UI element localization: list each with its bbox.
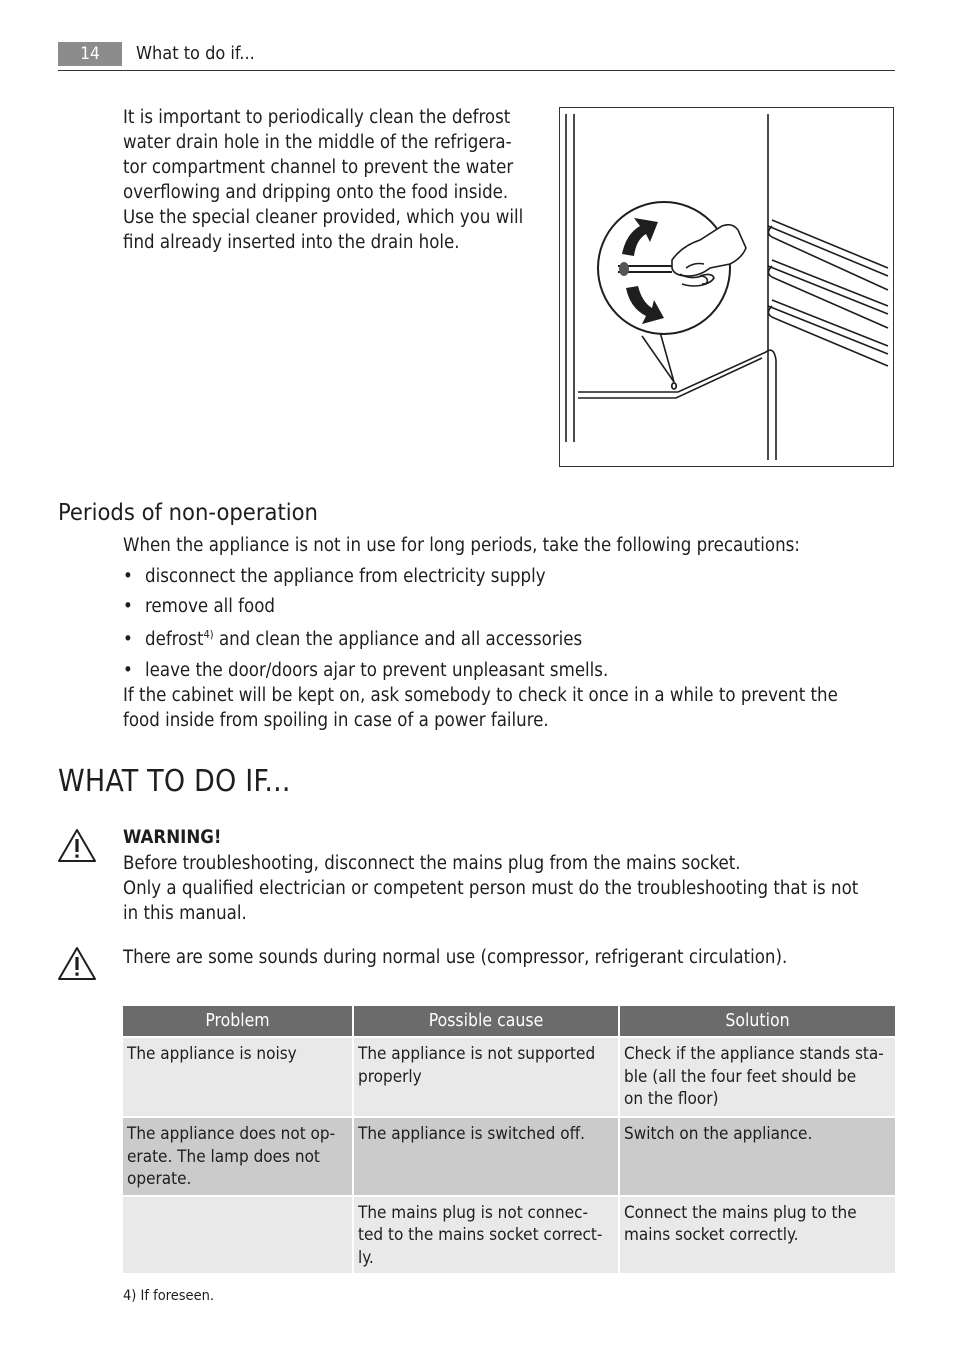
solution-cell — [620, 1118, 895, 1195]
warning-triangle-icon — [57, 946, 97, 986]
column-header: Problem — [123, 1006, 352, 1036]
warning-triangle-icon — [57, 828, 97, 868]
bullet-text: disconnect the appliance from electricity supply — [145, 566, 546, 587]
cell-line: The appliance is switched off. — [358, 1124, 585, 1144]
solution-cell — [620, 1038, 895, 1116]
bullet-icon: • — [123, 596, 133, 617]
cell-line: operate. — [127, 1169, 192, 1189]
cell-line: The appliance is noisy — [127, 1044, 297, 1064]
header-divider — [58, 70, 895, 71]
bullet-icon: • — [123, 566, 133, 587]
troubleshooting-table — [121, 1004, 897, 1275]
bullet-icon: • — [123, 629, 133, 650]
warning-text — [123, 851, 858, 926]
warning-line: Before troubleshooting, disconnect the mains plug from the mains socket. — [123, 853, 741, 874]
problem-cell — [123, 1038, 352, 1116]
intro-line: It is important to periodically clean the defrost — [123, 107, 511, 128]
footnote: 4) If foreseen. — [123, 1288, 215, 1304]
column-header: Possible cause — [354, 1006, 618, 1036]
chapter-heading: WHAT TO DO IF... — [58, 764, 291, 799]
cause-cell — [354, 1118, 618, 1195]
cell-line: The appliance is not supported — [358, 1044, 596, 1064]
intro-line: find already inserted into the drain hole. — [123, 232, 460, 253]
bullet-item — [123, 658, 608, 683]
warning-title: WARNING! — [123, 827, 222, 848]
footnote-reference: 4) — [203, 628, 214, 641]
non-operation-lead: When the appliance is not in use for long periods, take the following precautions: — [123, 535, 800, 556]
cell-line: Check if the appliance stands sta- — [624, 1044, 884, 1064]
solution-cell — [620, 1197, 895, 1274]
cell-line: on the floor) — [624, 1089, 719, 1109]
non-operation-closing — [123, 683, 838, 733]
cell-line: properly — [358, 1066, 422, 1087]
warning-line: in this manual. — [123, 903, 247, 924]
bullet-text: leave the door/doors ajar to prevent unpleasant smells. — [145, 660, 609, 681]
drain-hole-cleaning-illustration — [559, 107, 894, 467]
intro-line: water drain hole in the middle of the refrigera- — [123, 132, 512, 153]
cell-line: ly. — [358, 1247, 374, 1268]
section-heading: Periods of non-operation — [58, 498, 318, 526]
defrost-word: defrost — [145, 629, 204, 650]
intro-paragraph — [123, 105, 543, 255]
problem-cell — [123, 1197, 352, 1274]
cell-line: mains socket correctly. — [624, 1225, 799, 1245]
bullet-text: remove all food — [145, 596, 275, 617]
table-row — [123, 1118, 895, 1195]
cell-line: ted to the mains socket correct- — [358, 1225, 603, 1245]
table-header-row — [123, 1006, 895, 1036]
cell-line: Switch on the appliance. — [624, 1124, 813, 1144]
bullet-item — [123, 627, 582, 652]
cell-line: ble (all the four feet should be — [624, 1066, 857, 1087]
cause-cell — [354, 1038, 618, 1116]
page-number: 14 — [58, 42, 122, 66]
table-row — [123, 1038, 895, 1116]
problem-cell — [123, 1118, 352, 1195]
intro-line: Use the special cleaner provided, which you will — [123, 207, 524, 228]
intro-line: tor compartment channel to prevent the water — [123, 157, 514, 178]
section-title: What to do if... — [136, 43, 255, 64]
table-row — [123, 1197, 895, 1274]
bullet-item — [123, 564, 546, 589]
cell-line: Connect the mains plug to the — [624, 1202, 857, 1223]
closing-line: food inside from spoiling in case of a power failure. — [123, 710, 549, 731]
closing-line: If the cabinet will be kept on, ask somebody to check it once in a while to prevent the — [123, 685, 838, 706]
warning-line: Only a qualified electrician or competent person must do the troubleshooting that is not — [123, 878, 859, 899]
bullet-item — [123, 594, 275, 619]
column-header: Solution — [620, 1006, 895, 1036]
intro-line: overflowing and dripping onto the food inside. — [123, 182, 509, 203]
note-text: There are some sounds during normal use (compressor, refrigerant circulation). — [123, 947, 788, 968]
cell-line: erate. The lamp does not — [127, 1146, 320, 1167]
bullet-icon: • — [123, 660, 133, 681]
cell-line: The mains plug is not connec- — [358, 1202, 589, 1223]
cell-line: The appliance does not op- — [127, 1124, 336, 1144]
bullet-text: and clean the appliance and all accessories — [218, 629, 583, 650]
cause-cell — [354, 1197, 618, 1274]
